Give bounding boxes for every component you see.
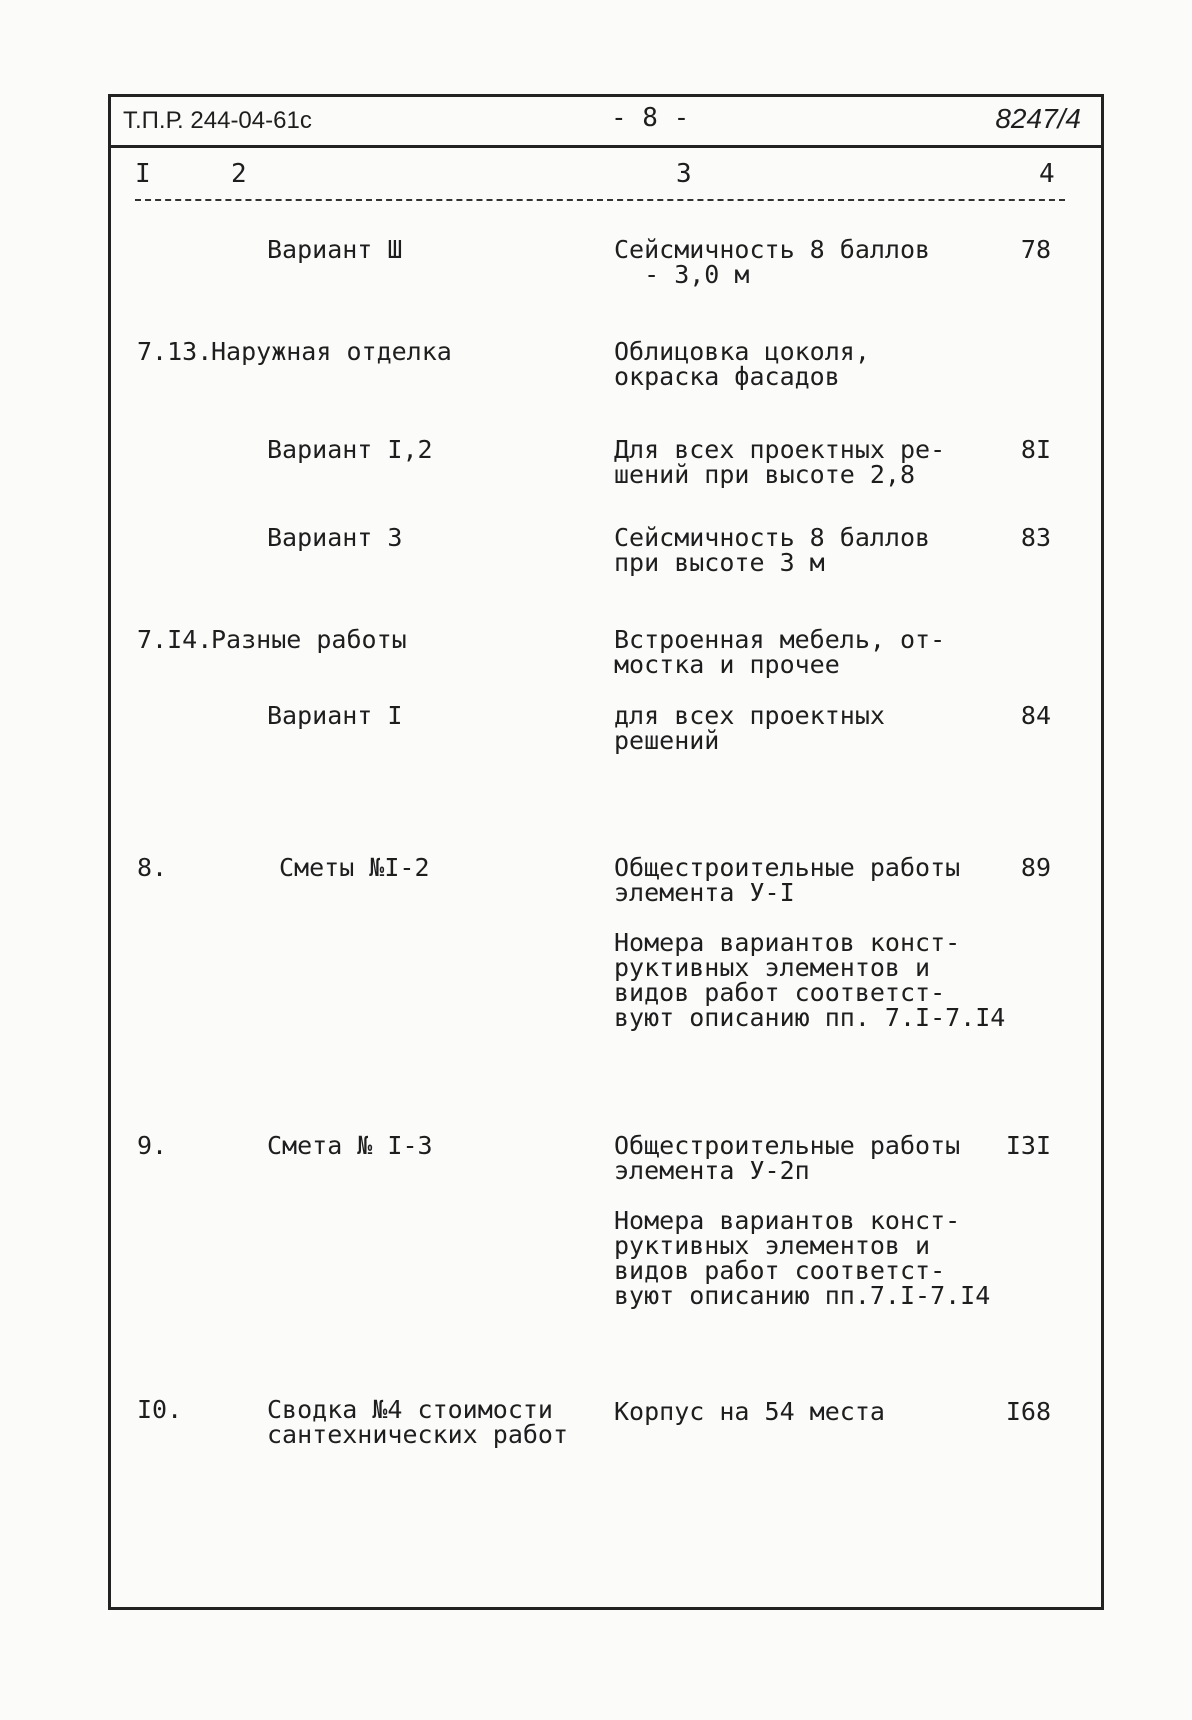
row-2-desc-line-2: шений при высоте 2,8 bbox=[614, 460, 916, 489]
row-1-name: Наружная отделка bbox=[211, 337, 452, 366]
row-3-name: Вариант 3 bbox=[267, 523, 403, 552]
row-0-page: 78 bbox=[1020, 235, 1051, 264]
column-header-rule bbox=[135, 199, 1065, 201]
column-headers bbox=[111, 159, 1101, 199]
row-6-desc-line-5: руктивных элементов и bbox=[614, 953, 931, 982]
row-7-name: Смета № I-3 bbox=[267, 1131, 433, 1160]
row-7-desc-line-6: видов работ соответст- bbox=[614, 1256, 946, 1285]
row-5-desc-line-2: решений bbox=[614, 726, 720, 755]
sheet-number: 8247/4 bbox=[995, 103, 1081, 134]
row-8-page: I68 bbox=[1005, 1397, 1051, 1426]
row-0-name: Вариант Ш bbox=[267, 235, 403, 264]
row-8-name-line-1: Сводка №4 стоимости bbox=[267, 1395, 553, 1424]
row-5-desc-line-1: для всех проектных bbox=[614, 701, 885, 730]
row-6-desc-line-6: видов работ соответст- bbox=[614, 978, 946, 1007]
row-6-desc-line-4: Номера вариантов конст- bbox=[614, 928, 961, 957]
row-3-desc-line-2: при высоте 3 м bbox=[614, 548, 825, 577]
row-4-num: 7.I4. bbox=[137, 625, 213, 654]
row-8-name-line-2: сантехнических работ bbox=[267, 1420, 569, 1449]
row-2-name: Вариант I,2 bbox=[267, 435, 433, 464]
row-4-desc-line-2: мостка и прочее bbox=[614, 650, 840, 679]
page-frame bbox=[108, 94, 1104, 1610]
row-4-desc-line-1: Встроенная мебель, от- bbox=[614, 625, 946, 654]
row-6-desc-line-2: элемента У-I bbox=[614, 878, 795, 907]
row-1-num: 7.13. bbox=[137, 337, 213, 366]
row-1-desc-line-1: Облицовка цоколя, bbox=[614, 337, 870, 366]
row-7-desc-line-1: Общестроительные работы bbox=[614, 1131, 961, 1160]
row-8-num: I0. bbox=[137, 1395, 183, 1424]
row-5-page: 84 bbox=[1020, 701, 1051, 730]
row-7-desc-line-2: элемента У-2п bbox=[614, 1156, 810, 1185]
document-code: Т.П.Р. 244-04-61с bbox=[123, 107, 312, 134]
row-1-desc-line-2: окраска фасадов bbox=[614, 362, 840, 391]
row-3-desc-line-1: Сейсмичность 8 баллов bbox=[614, 523, 931, 552]
row-0-desc-line-1: Сейсмичность 8 баллов bbox=[614, 235, 931, 264]
row-6-page: 89 bbox=[1020, 853, 1051, 882]
row-6-num: 8. bbox=[137, 853, 168, 882]
row-5-name: Вариант I bbox=[267, 701, 403, 730]
row-3-page: 83 bbox=[1020, 523, 1051, 552]
row-7-desc-line-7: вуют описанию пп.7.I-7.I4 bbox=[614, 1281, 991, 1310]
column-header-2: 2 bbox=[231, 159, 247, 189]
column-header-4: 4 bbox=[1039, 159, 1055, 189]
row-7-desc-line-4: Номера вариантов конст- bbox=[614, 1206, 961, 1235]
row-6-name: Сметы №I-2 bbox=[279, 853, 430, 882]
column-header-3: 3 bbox=[676, 159, 692, 189]
row-7-num: 9. bbox=[137, 1131, 168, 1160]
header-rule bbox=[111, 145, 1101, 148]
row-0-desc-line-2: - 3,0 м bbox=[614, 260, 750, 289]
row-8-desc-line-1: Корпус на 54 места bbox=[614, 1397, 885, 1426]
page-number: - 8 - bbox=[611, 103, 690, 133]
row-7-desc-line-5: руктивных элементов и bbox=[614, 1231, 931, 1260]
column-header-1: I bbox=[135, 159, 151, 189]
row-6-desc-line-7: вуют описанию пп. 7.I-7.I4 bbox=[614, 1003, 1006, 1032]
row-6-desc-line-1: Общестроительные работы bbox=[614, 853, 961, 882]
row-4-name: Разные работы bbox=[211, 625, 407, 654]
row-2-page: 8I bbox=[1020, 435, 1051, 464]
row-7-page: I3I bbox=[1005, 1131, 1051, 1160]
row-2-desc-line-1: Для всех проектных ре- bbox=[614, 435, 946, 464]
